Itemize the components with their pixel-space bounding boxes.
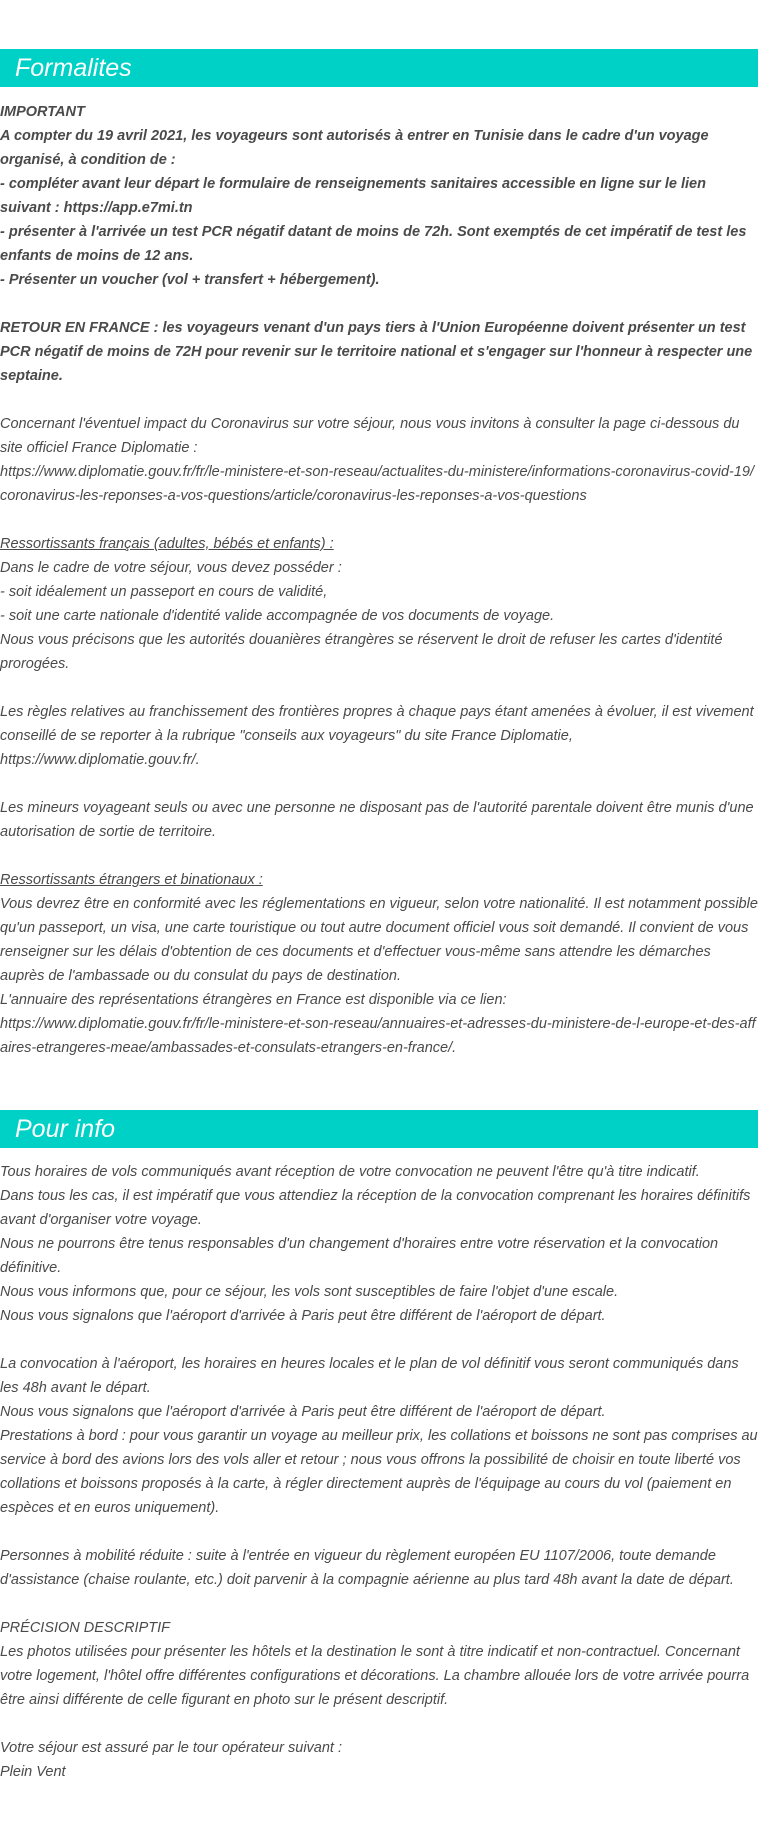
pour-info-section — [0, 1148, 758, 1784]
fr-line-2: - soit idéalement un passeport en cours de validité, — [0, 584, 328, 600]
info-line-9: Personnes à mobilité réduite : suite à l'entrée en vigueur du règlement européen EU 1107/2006, toute demande d'assistance (chaise roulante, etc.) doit parvenir à la compagnie aérienne au plus tard 48h avant la date de départ. — [0, 1548, 734, 1588]
important-item-1: - compléter avant leur départ le formulaire de renseignements sanitaires accessible en ligne sur le lien suivant : https://app.e7mi.tn — [0, 176, 706, 216]
precision-text: Les photos utilisées pour présenter les hôtels et la destination le sont à titre indicatif et non-contractuel. Concernant votre logement, l'hôtel offre différentes configurations et décorations. La chambre allouée lors de votre arrivée pourra être ainsi différente de celle figurant en photo sur le présent descriptif. — [0, 1644, 750, 1708]
important-item-2: - présenter à l'arrivée un test PCR négatif datant de moins de 72h. Sont exemptés de cet impératif de test les enfants de moins de 12 ans. — [0, 224, 747, 264]
important-label: IMPORTANT — [0, 104, 85, 120]
annuaire-url: https://www.diplomatie.gouv.fr/fr/le-ministere-et-son-reseau/annuaires-et-adresses-du-ministere-de-l-europe-et-des-affaires-etrangeres-meae/ambassades-et-consulats-etrangers-en-france/. — [0, 1016, 756, 1056]
pour-info-banner — [0, 1110, 758, 1148]
info-line-3: Nous ne pourrons être tenus responsables d'un changement d'horaires entre votre réservation et la convocation définitive. — [0, 1236, 719, 1276]
fr-line-1: Dans le cadre de votre séjour, vous devez posséder : — [0, 560, 342, 576]
annuaire-text: L'annuaire des représentations étrangères en France est disponible via ce lien: — [0, 992, 507, 1008]
regles-text: Les règles relatives au franchissement des frontières propres à chaque pays étant amenées à évoluer, il est vivement conseillé de se reporter à la rubrique "conseils aux voyageurs" du site France Diplomatie, https://www.diplomatie.gouv.fr/. — [0, 704, 754, 768]
etrangers-text: Vous devrez être en conformité avec les réglementations en vigueur, selon votre nationalité. Il est notamment possible qu'un passeport, un visa, une carte touristique ou tout autre document officiel vous soit demandé. Il convient de vous renseigner sur les délais d'obtention de ces documents et d'effectuer vous-même sans attendre les démarches auprès de l'ambassade ou du consulat du pays de destination. — [0, 896, 758, 984]
ressortissants-francais-heading: Ressortissants français (adultes, bébés et enfants) : — [0, 536, 334, 552]
mineurs-text: Les mineurs voyageant seuls ou avec une personne ne disposant pas de l'autorité parentale doivent être munis d'une autorisation de sortie de territoire. — [0, 800, 754, 840]
fr-line-4: Nous vous précisons que les autorités douanières étrangères se réservent le droit de refuser les cartes d'identité prorogées. — [0, 632, 723, 672]
tour-operator: Plein Vent — [0, 1764, 66, 1780]
fr-line-3: - soit une carte nationale d'identité valide accompagnée de vos documents de voyage. — [0, 608, 555, 624]
info-line-4: Nous vous informons que, pour ce séjour, les vols sont susceptibles de faire l'objet d'une escale. — [0, 1284, 619, 1300]
info-line-2: Dans tous les cas, il est impératif que vous attendiez la réception de la convocation comprenant les horaires définitifs avant d'organiser votre voyage. — [0, 1188, 751, 1228]
formalites-title: Formalites — [15, 54, 132, 82]
info-line-6: La convocation à l'aéroport, les horaires en heures locales et le plan de vol définitif vous seront communiqués dans les 48h avant le départ. — [0, 1356, 739, 1396]
covid-url: https://www.diplomatie.gouv.fr/fr/le-ministere-et-son-reseau/actualites-du-ministere/informations-coronavirus-covid-19/coronavirus-les-reponses-a-vos-questions/article/coronavirus-les-reponses-a-vos-questions — [0, 464, 755, 504]
info-line-8: Prestations à bord : pour vous garantir un voyage au meilleur prix, les collations et boissons ne sont pas comprises au service à bord des avions lors des vols aller et retour ; nous vous offrons la possibilité de choisir en toute liberté vos collations et boissons proposés à la carte, à régler directement auprès de l'équipage au cours du vol (paiement en espèces et en euros uniquement). — [0, 1428, 758, 1516]
precision-label: PRÉCISION DESCRIPTIF — [0, 1620, 170, 1636]
info-line-1: Tous horaires de vols communiqués avant réception de votre convocation ne peuvent l'être qu'à titre indicatif. — [0, 1164, 700, 1180]
important-item-3: - Présenter un voucher (vol + transfert + hébergement). — [0, 272, 380, 288]
info-line-5: Nous vous signalons que l'aéroport d'arrivée à Paris peut être différent de l'aéroport de départ. — [0, 1308, 606, 1324]
important-intro: A compter du 19 avril 2021, les voyageurs sont autorisés à entrer en Tunisie dans le cadre d'un voyage organisé, à condition de : — [0, 128, 709, 168]
retour-france: RETOUR EN FRANCE : les voyageurs venant d'un pays tiers à l'Union Européenne doivent présenter un test PCR négatif de moins de 72H pour revenir sur le territoire national et s'engager sur l'honneur à respecter une septaine. — [0, 320, 753, 384]
assure-text: Votre séjour est assuré par le tour opérateur suivant : — [0, 1740, 343, 1756]
ressortissants-etrangers-heading: Ressortissants étrangers et binationaux : — [0, 872, 263, 888]
formalites-section — [0, 87, 758, 1060]
formalites-banner — [0, 49, 758, 87]
covid-text: Concernant l'éventuel impact du Coronavirus sur votre séjour, nous vous invitons à consulter la page ci-dessous du site officiel France Diplomatie : — [0, 416, 740, 456]
info-line-7: Nous vous signalons que l'aéroport d'arrivée à Paris peut être différent de l'aéroport de départ. — [0, 1404, 606, 1420]
pour-info-title: Pour info — [15, 1115, 116, 1143]
page — [0, 49, 758, 1784]
